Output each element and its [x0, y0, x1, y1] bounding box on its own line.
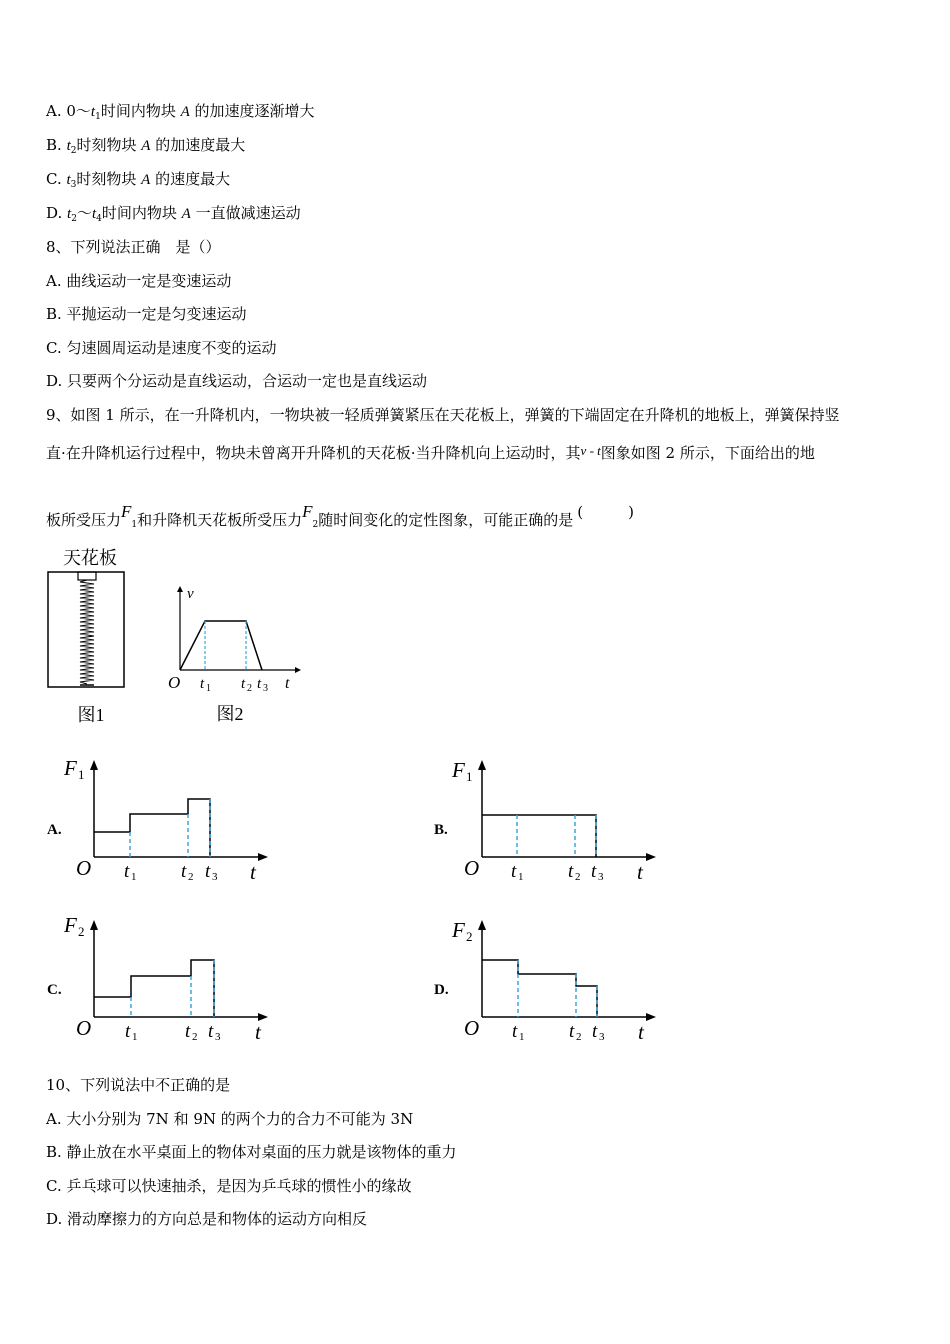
q9-answer-paren: ( ) [577, 503, 635, 521]
q7-d-t2: t [91, 206, 97, 222]
graph-d-t3-sub: 3 [599, 1031, 605, 1043]
q7-a-A: A [180, 104, 190, 120]
fig1-ceiling-label: 天花板 [63, 548, 117, 568]
graph-c-curve [94, 960, 214, 1017]
graph-a-y-arrow-icon [90, 760, 98, 770]
graph-a-t1-sub: 1 [131, 871, 137, 883]
graph-b-t1-sub: 1 [518, 871, 524, 883]
graph-a-origin: O [76, 856, 92, 880]
q7-c-post: 时刻物块 [76, 170, 142, 188]
graph-a-t2-sub: 2 [188, 871, 194, 883]
graph-d-t-label: t [638, 1020, 644, 1044]
graph-c-y-sub: 2 [78, 924, 85, 939]
q7-b-t: t [66, 138, 71, 154]
q7-d-mid: ～ [76, 204, 92, 222]
graph-a [60, 752, 275, 887]
q8-option-d: D. 只要两个分运动是直线运动，合运动一定也是直线运动 [46, 372, 428, 390]
graph-c [60, 912, 275, 1047]
graph-c-t1: t [125, 1021, 131, 1042]
graph-b-t3-sub: 3 [598, 871, 604, 883]
fig2-origin: O [168, 673, 181, 692]
fig2-t-label: t [285, 675, 290, 692]
q7-c-sub: 3 [70, 180, 77, 190]
graph-c-origin: O [76, 1016, 92, 1040]
graph-b [448, 752, 663, 887]
q8-stem: 8、下列说法正确 是（） [46, 238, 221, 256]
q7-a-end: 的加速度逐渐增大 [189, 102, 315, 120]
q9-line3-b: 和升降机天花板所受压力 [137, 511, 303, 529]
fig2-caption: 图2 [216, 704, 244, 724]
graph-a-y-label: F [64, 756, 77, 780]
q9-line2-a: 直·在升降机运行过程中，物块未曾离开升降机的天花板·当升降机向上运动时，其 [46, 444, 581, 462]
graph-b-t2: t [568, 861, 574, 882]
graph-d-t1-sub: 1 [519, 1031, 525, 1043]
graph-a-t-label: t [250, 860, 256, 884]
q8-option-a: A. 曲线运动一定是变速运动 [46, 272, 232, 290]
graph-a-t3: t [205, 861, 211, 882]
graph-d-y-arrow-icon [478, 920, 486, 930]
q10-option-b: B. 静止放在水平桌面上的物体对桌面的压力就是该物体的重力 [46, 1143, 457, 1161]
graph-a-t2: t [181, 861, 187, 882]
q10-option-d: D. 滑动摩擦力的方向总是和物体的运动方向相反 [46, 1210, 368, 1228]
q9-F1-sub: 1 [131, 520, 138, 530]
graph-c-y-label: F [64, 913, 77, 937]
fig2-t2-label: t [241, 676, 246, 692]
fig1-caption: 图1 [77, 705, 105, 725]
fig2-t1-sub: 1 [206, 683, 211, 694]
q7-d-t: t [67, 206, 72, 222]
q9-vt-symbol: v - t [580, 443, 601, 458]
q7-a-post: 时间内物块 [100, 102, 181, 120]
q7-c-A: A [141, 172, 151, 188]
graph-d-origin: O [464, 1016, 480, 1040]
q7-b-sub: 2 [70, 146, 77, 156]
figure-1 [40, 544, 140, 729]
graph-b-t2-sub: 2 [575, 871, 581, 883]
graph-d-t3: t [592, 1021, 598, 1042]
graph-b-t-label: t [637, 860, 643, 884]
graph-d-y-label: F [452, 918, 465, 942]
graph-c-t2-sub: 2 [192, 1031, 198, 1043]
fig2-t3-sub: 3 [263, 683, 268, 694]
fig2-t2-sub: 2 [247, 683, 252, 694]
q7-d-A: A [181, 206, 191, 222]
graph-b-y-sub: 1 [466, 769, 473, 784]
graph-d-t1: t [512, 1021, 518, 1042]
graph-c-t-label: t [255, 1020, 261, 1044]
q7-a-t: t [90, 104, 96, 120]
graph-c-y-arrow-icon [90, 920, 98, 930]
q7-c-t: t [66, 172, 71, 188]
q9-F2-symbol: F [302, 502, 313, 521]
graph-a-t1: t [124, 861, 130, 882]
q10-option-a: A. 大小分别为 7N 和 9N 的两个力的合力不可能为 3N [46, 1110, 414, 1128]
graph-c-t1-sub: 1 [132, 1031, 138, 1043]
q9-line3-c: 随时间变化的定性图象，可能正确的是 [318, 511, 574, 529]
graph-c-t3: t [208, 1021, 214, 1042]
graph-b-t3: t [591, 861, 597, 882]
figure-2 [160, 582, 305, 727]
q7-d-sub2: 4 [96, 214, 102, 224]
option-c-label: C. [47, 982, 62, 998]
graph-c-t3-sub: 3 [215, 1031, 221, 1043]
q7-option-b [46, 135, 245, 161]
q9-line2-b: 图象如图 2 所示，下面给出的地 [600, 444, 815, 462]
option-b-label: B. [434, 822, 448, 838]
q8-option-c: C. 匀速圆周运动是速度不变的运动 [46, 339, 277, 357]
q7-b-prefix: B. [46, 136, 67, 154]
q10-stem: 10、下列说法中不正确的是 [46, 1076, 231, 1094]
graph-b-curve [482, 815, 596, 857]
q7-b-end: 的加速度最大 [150, 136, 246, 154]
graph-a-t-arrow-icon [258, 853, 268, 861]
fig2-v-label: v [187, 586, 194, 602]
q7-a-prefix: A. 0～ [46, 102, 91, 120]
q9-stem-line1: 9、如图 1 所示，在一升降机内，一物块被一轻质弹簧紧压在天花板上，弹簧的下端固定在升降机的地板上，弹簧保持竖 [46, 406, 840, 424]
spring [80, 580, 94, 684]
q7-d-prefix: D. [46, 204, 68, 222]
graph-d [448, 912, 663, 1047]
q9-F2-sub: 2 [312, 520, 319, 530]
graph-a-t3-sub: 3 [212, 871, 218, 883]
graph-b-y-arrow-icon [478, 760, 486, 770]
fig2-vt-curve [180, 621, 262, 670]
q7-option-c [46, 169, 230, 195]
fig2-t-arrow-icon [295, 667, 301, 673]
q7-a-sub: 1 [95, 112, 101, 122]
q7-b-A: A [141, 138, 151, 154]
graph-b-t1: t [511, 861, 517, 882]
q7-d-sub: 2 [71, 214, 77, 224]
graph-d-t-arrow-icon [646, 1013, 656, 1021]
graph-d-y-sub: 2 [466, 929, 473, 944]
graph-d-t2: t [569, 1021, 575, 1042]
q9-stem-line3 [46, 499, 634, 538]
graph-a-y-sub: 1 [78, 767, 85, 782]
q7-c-end: 的速度最大 [150, 170, 231, 188]
fig2-t1-label: t [200, 676, 205, 692]
graph-b-t-arrow-icon [646, 853, 656, 861]
q8-option-b: B. 平抛运动一定是匀变速运动 [46, 305, 247, 323]
q9-stem-line2 [46, 441, 815, 463]
graph-d-t2-sub: 2 [576, 1031, 582, 1043]
q7-d-end: 一直做减速运动 [190, 204, 301, 222]
block [78, 572, 96, 580]
q9-F1-symbol: F [121, 502, 132, 521]
option-a-label: A. [47, 822, 62, 838]
fig2-t3-label: t [257, 676, 262, 692]
q9-line3-a: 板所受压力 [46, 511, 122, 529]
q7-c-prefix: C. [46, 170, 67, 188]
q7-b-post: 时刻物块 [76, 136, 142, 154]
graph-a-curve [94, 799, 210, 857]
graph-b-origin: O [464, 856, 480, 880]
graph-d-curve [482, 960, 597, 1017]
q7-option-a [46, 101, 315, 127]
option-d-label: D. [434, 982, 449, 998]
q10-option-c: C. 乒乓球可以快速抽杀，是因为乒乓球的惯性小的缘故 [46, 1177, 412, 1195]
q7-d-post: 时间内物块 [101, 204, 182, 222]
fig2-v-arrow-icon [177, 586, 183, 592]
graph-b-y-label: F [452, 758, 465, 782]
q7-option-d [46, 203, 301, 229]
graph-c-t2: t [185, 1021, 191, 1042]
